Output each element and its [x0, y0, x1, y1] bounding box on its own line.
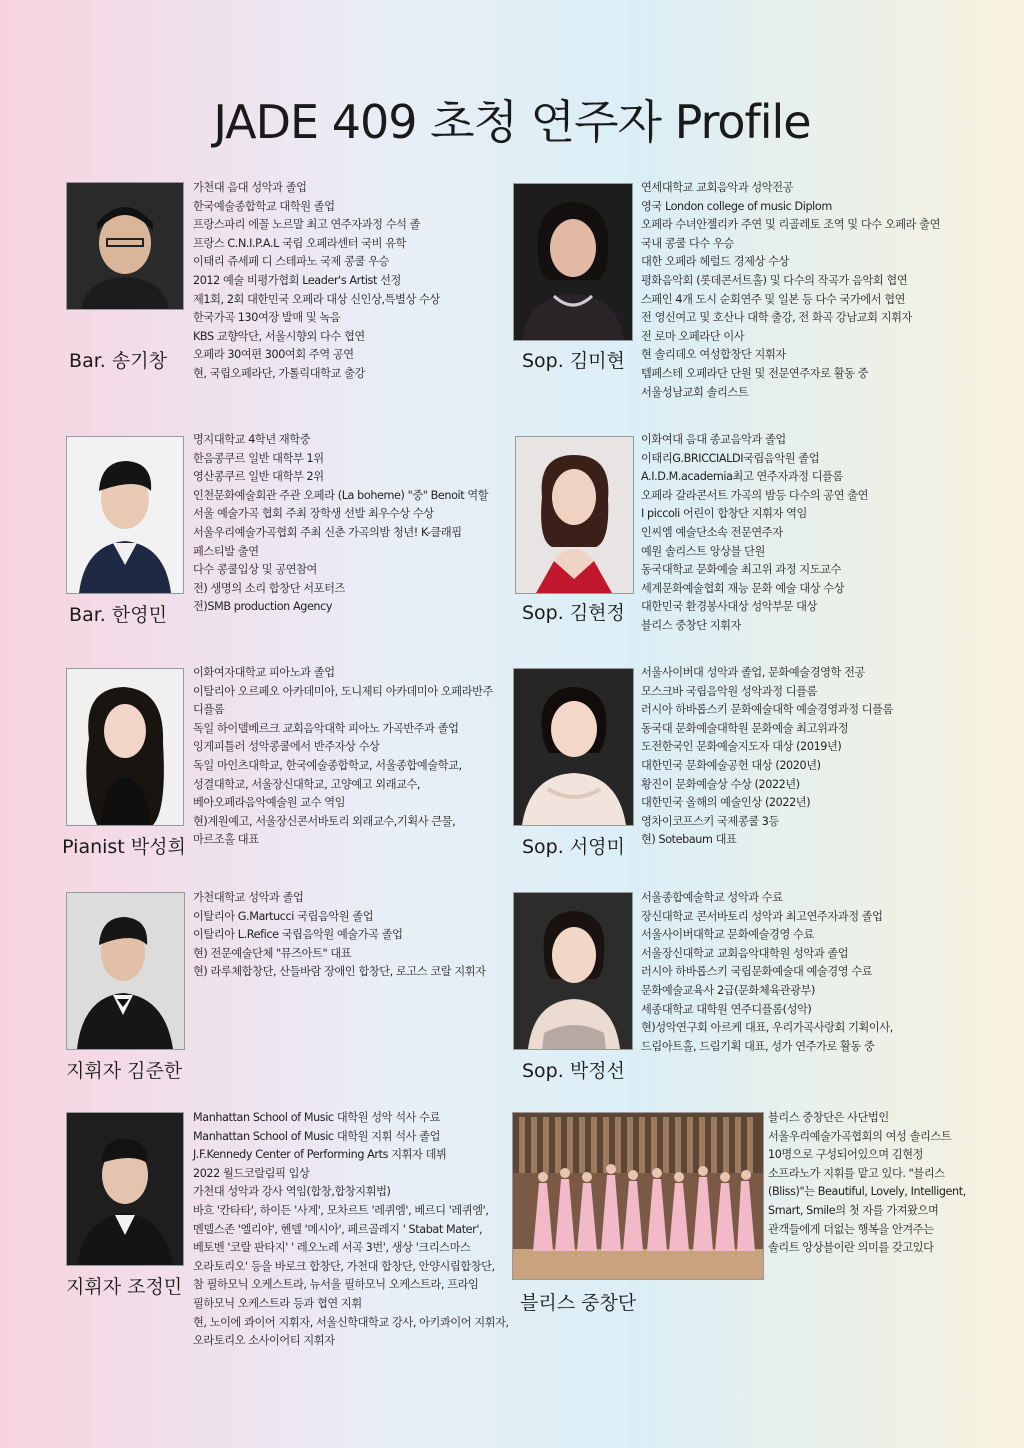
bio-line: 오페라 30여편 300여회 주역 공연: [193, 348, 354, 362]
performer-name: Sop. 김미현: [522, 350, 625, 372]
performer-bio: [193, 1109, 509, 1351]
performer-bio: [193, 179, 440, 384]
bio-line: 이태리 쥬세페 디 스테파노 국제 콩쿨 우승: [193, 255, 389, 269]
bio-line: 전 영신여고 및 호산나 대학 출강, 전 화곡 강남교회 지휘자: [641, 311, 912, 325]
bio-line: 현) 라루체합창단, 산들바람 장애인 합창단, 로고스 코랄 지휘자: [193, 965, 486, 979]
bio-line: 독일 마인츠대학교, 한국예술종합학교, 서울종합예술학교,: [193, 758, 462, 772]
bio-line: 드림아트홀, 드림기획 대표, 성가 연주가로 활동 중: [641, 1039, 875, 1053]
bio-line: 현)계원예고, 서울장신콘서바토리 외래교수,기획사 큰물,: [193, 814, 456, 828]
bio-line: 서울종합예술학교 성악과 수료: [641, 891, 783, 904]
bio-line: 제1회, 2회 대한민국 오페라 대상 신인상,특별상 수상: [193, 292, 440, 306]
ensemble-photo: [512, 1112, 764, 1280]
bio-line: 전 로마 오페라단 이사: [641, 329, 745, 343]
performer-bio: [193, 889, 486, 982]
bio-line: 참 필하모닉 오케스트라, 뉴서울 필하모닉 오케스트라, 프라임: [193, 1278, 479, 1292]
performer-name: 지휘자 김준한: [66, 1060, 183, 1082]
bio-line: 영산콩쿠르 일반 대학부 2위: [193, 470, 324, 484]
page-title: JADE 409 초청 연주자 Profile: [213, 95, 811, 149]
bio-line: 오페라 수녀안젤리카 주연 및 리골레토 조역 및 다수 오페라 출연: [641, 218, 940, 232]
bio-line: 도전한국인 문화예술지도자 대상 (2019년): [641, 740, 842, 754]
bio-line: Smart, Smile의 첫 자를 가져왔으며: [768, 1203, 939, 1217]
bio-line: 서울우리예술가곡협회의 여성 솔리스트: [768, 1129, 952, 1143]
bio-line: 문화예술교육사 2급(문화체육관광부): [641, 983, 815, 997]
performer-name: Pianist 박성희: [62, 836, 186, 858]
bio-line: 필하모닉 오케스트라 등과 협연 지휘: [193, 1296, 362, 1310]
bio-line: 가천대학교 성악과 졸업: [193, 891, 304, 904]
bio-line: 서울성남교회 솔리스트: [641, 385, 749, 399]
bio-line: 오페라 갈라콘서트 가곡의 밤등 다수의 공연 출연: [641, 488, 869, 502]
bio-line: (Bliss)"는 Beautiful, Lovely, Intelligent,: [768, 1185, 966, 1199]
bio-line: 이화여자대학교 피아노과 졸업: [193, 666, 335, 679]
performer-bio: [193, 431, 488, 617]
bio-line: 이화여대 음대 종교음악과 졸업: [641, 433, 786, 446]
bio-line: 명지대학교 4학년 재학중: [193, 433, 311, 446]
bio-line: KBS 교향악단, 서울시향외 다수 협연: [193, 329, 365, 343]
performer-bio: [641, 889, 893, 1056]
bio-line: 서울 예술가곡 협회 주최 장학생 선발 최우수상 수상: [193, 507, 434, 521]
bio-line: 성결대학교, 서울장신대학교, 고양예고 외래교수,: [193, 777, 421, 791]
bio-line: 현 솔리데오 여성합창단 지휘자: [641, 348, 786, 362]
bio-line: 오라토리오' 등을 바로크 합창단, 가천대 합창단, 안양시립합창단,: [193, 1259, 495, 1273]
bio-line: 한국가곡 130여장 발매 및 녹음: [193, 311, 341, 325]
bio-line: 세계문화예술협회 재능 문화 예술 대상 수상: [641, 581, 845, 595]
performer-name: Bar. 송기창: [69, 350, 167, 372]
performer-photo: [513, 892, 633, 1050]
bio-line: 러시아 하바롭스키 문화예술대학 예술경영과정 디플롬: [641, 703, 893, 717]
bio-line: 한국예술종합학교 대학원 졸업: [193, 199, 335, 213]
bio-line: 영국 London college of music Diplom: [641, 199, 832, 213]
bio-line: 대한 오페라 헤럴드 경제상 수상: [641, 255, 789, 269]
performer-photo: [513, 183, 633, 341]
ensemble-name: 블리스 중창단: [520, 1292, 637, 1314]
bio-line: 현)성악연구회 아르케 대표, 우리가곡사랑회 기획이사,: [641, 1021, 893, 1035]
bio-line: 솔리트 앙상블이란 의미를 갖고있다: [768, 1241, 934, 1255]
bio-line: 가천대 성악과 강사 역임(합창,합창지휘법): [193, 1185, 391, 1199]
bio-line: 인씨엠 예술단소속 전문연주자: [641, 525, 783, 539]
performer-bio: [193, 664, 493, 850]
bio-line: 동국대 문화예술대학원 문화예술 최고위과정: [641, 721, 849, 735]
bio-line: 인천문화예술회관 주관 오페라 (La boheme) "중" Benoit 역할: [193, 488, 489, 502]
bio-line: 프랑스 C.N.I.P.A.L 국립 오페라센터 국비 유학: [193, 236, 407, 250]
bio-line: 프랑스파리 에꼴 노르말 최고 연주자과정 수석 졸: [193, 218, 421, 232]
performer-photo: [66, 182, 184, 310]
bio-line: 현) Sotebaum 대표: [641, 833, 737, 847]
bio-line: I piccoli 어린이 합창단 지휘자 역임: [641, 507, 807, 521]
performer-bio: [641, 431, 868, 636]
bio-line: Manhattan School of Music 대학원 지휘 석사 졸업: [193, 1129, 440, 1143]
bio-line: 대한민국 환경봉사대상 성악부문 대상: [641, 600, 817, 614]
performer-name: Sop. 박정선: [522, 1060, 625, 1082]
bio-line: 이탈리아 오르페오 아카데미아, 도니제티 아카데미아 오페라반주: [193, 684, 493, 698]
performer-photo: [66, 436, 184, 594]
bio-line: 베토벤 '코랄 판타지' ' 레오노레 서곡 3번', 생상 '크리스마스: [193, 1241, 471, 1255]
bio-line: 다수 콩쿨입상 및 공연참여: [193, 563, 317, 577]
bio-line: 템페스테 오페라단 단원 및 전문연주자로 활동 중: [641, 366, 869, 380]
bio-line: 예원 솔리스트 앙상블 단원: [641, 544, 765, 558]
bio-line: 페스티발 출연: [193, 544, 259, 558]
bio-line: 서울사이버대학교 문화예술경영 수료: [641, 928, 814, 942]
bio-line: 마르조홀 대표: [193, 833, 259, 847]
bio-line: 2022 월드코랄림픽 입상: [193, 1166, 310, 1180]
bio-line: 국내 콩쿨 다수 우승: [641, 236, 734, 250]
bio-line: 소프라노가 지휘를 맡고 있다. "블리스: [768, 1166, 945, 1180]
bio-line: 동국대학교 문화예술 최고위 과정 지도교수: [641, 563, 841, 577]
bio-line: 현, 국립오페라단, 가톨릭대학교 출강: [193, 366, 365, 380]
performer-photo: [66, 1112, 184, 1266]
bio-line: 현) 전문예술단체 "뮤즈아트" 대표: [193, 946, 352, 960]
bio-line: Manhattan School of Music 대학원 성악 석사 수료: [193, 1111, 440, 1124]
bio-line: 세종대학교 대학원 연주디플롬(성악): [641, 1002, 812, 1016]
bio-line: 서울장신대학교 교회음악대학원 성악과 졸업: [641, 946, 849, 960]
performer-bio: [641, 664, 893, 850]
bio-line: 서울우리예술가곡협회 주최 신춘 가곡의밤 청년! K-클래핍: [193, 525, 462, 539]
bio-line: 오라토리오 소사이어티 지휘자: [193, 1334, 335, 1348]
bio-line: 러시아 하바롭스키 국립문화예술대 예술경영 수료: [641, 965, 873, 979]
bio-line: 스페인 4개 도시 순회연주 및 일본 등 다수 국가에서 협연: [641, 292, 906, 306]
performer-photo: [66, 892, 185, 1050]
performer-bio: [641, 179, 940, 402]
performer-name: Sop. 김현정: [522, 602, 625, 624]
bio-line: 베아오페라음악예술원 교수 역임: [193, 796, 346, 810]
bio-line: 바흐 '칸타타', 하이든 '사계', 모차르트 '레퀴엠', 베르디 '레퀴엠',: [193, 1203, 489, 1217]
bio-line: 현, 노이에 콰이어 지휘자, 서울신학대학교 강사, 아키콰이어 지휘자,: [193, 1315, 509, 1329]
bio-line: 대한민국 문화예술공헌 대상 (2020년): [641, 758, 821, 772]
performer-name: 지휘자 조정민: [66, 1276, 183, 1298]
bio-line: 멘델스존 '엘리야', 헨델 '메시아', 페르골레지 ' Stabat Mater',: [193, 1222, 483, 1236]
bio-line: 평화음악회 (롯데콘서트홀) 및 다수의 작곡가 음악회 협연: [641, 273, 908, 287]
performer-photo: [513, 668, 634, 826]
bio-line: 대한민국 올해의 예술인상 (2022년): [641, 796, 811, 810]
bio-line: 한음콩쿠르 일반 대학부 1위: [193, 451, 324, 465]
bio-line: 디플롬: [193, 703, 225, 717]
bio-line: 황진이 문화예술상 수상 (2022년): [641, 777, 800, 791]
bio-line: 이탈리아 L.Refice 국립음악원 예술가곡 졸업: [193, 928, 403, 942]
bio-line: 연세대학교 교회음악과 성악전공: [641, 181, 794, 194]
bio-line: 관객들에게 더없는 행복을 안겨주는: [768, 1222, 934, 1236]
bio-line: 모스크바 국립음악원 성악과정 디플롬: [641, 684, 817, 698]
bio-line: 이태리G.BRICCIALDI국립음악원 졸업: [641, 451, 820, 465]
bio-line: 이탈리아 G.Martucci 국립음악원 졸업: [193, 909, 374, 923]
performer-photo: [66, 668, 184, 826]
performer-name: Bar. 한영민: [69, 604, 167, 626]
bio-line: 10명으로 구성되어있으며 김현정: [768, 1148, 924, 1162]
bio-line: 전) 생명의 소리 합창단 서포터즈: [193, 581, 345, 595]
bio-line: 영차이코프스키 국제콩쿨 3등: [641, 814, 779, 828]
bio-line: 블리스 중창단 지휘자: [641, 618, 741, 632]
bio-line: 잉게피틀러 성악콩쿨에서 반주자상 수상: [193, 740, 380, 754]
bio-line: 서울사이버대 성악과 졸업, 문화예술경영학 전공: [641, 666, 865, 679]
performer-photo: [515, 436, 634, 594]
bio-line: 2012 예술 비평가협회 Leader's Artist 선정: [193, 273, 401, 287]
bio-line: A.I.D.M.academia최고 연주자과정 디플롬: [641, 470, 843, 484]
bio-line: 전)SMB production Agency: [193, 600, 333, 614]
bio-line: 가천대 음대 성악과 졸업: [193, 181, 307, 194]
bio-line: 블리스 중창단은 사단법인: [768, 1111, 889, 1124]
bio-line: J.F.Kennedy Center of Performing Arts 지휘자 데뷔: [193, 1148, 447, 1162]
bio-line: 독일 하이델베르크 교회음악대학 피아노 가곡반주과 졸업: [193, 721, 459, 735]
bio-line: 장신대학교 콘서바토리 성악과 최고연주자과정 졸업: [641, 909, 883, 923]
performer-name: Sop. 서영미: [522, 836, 625, 858]
ensemble-bio: [768, 1109, 966, 1258]
